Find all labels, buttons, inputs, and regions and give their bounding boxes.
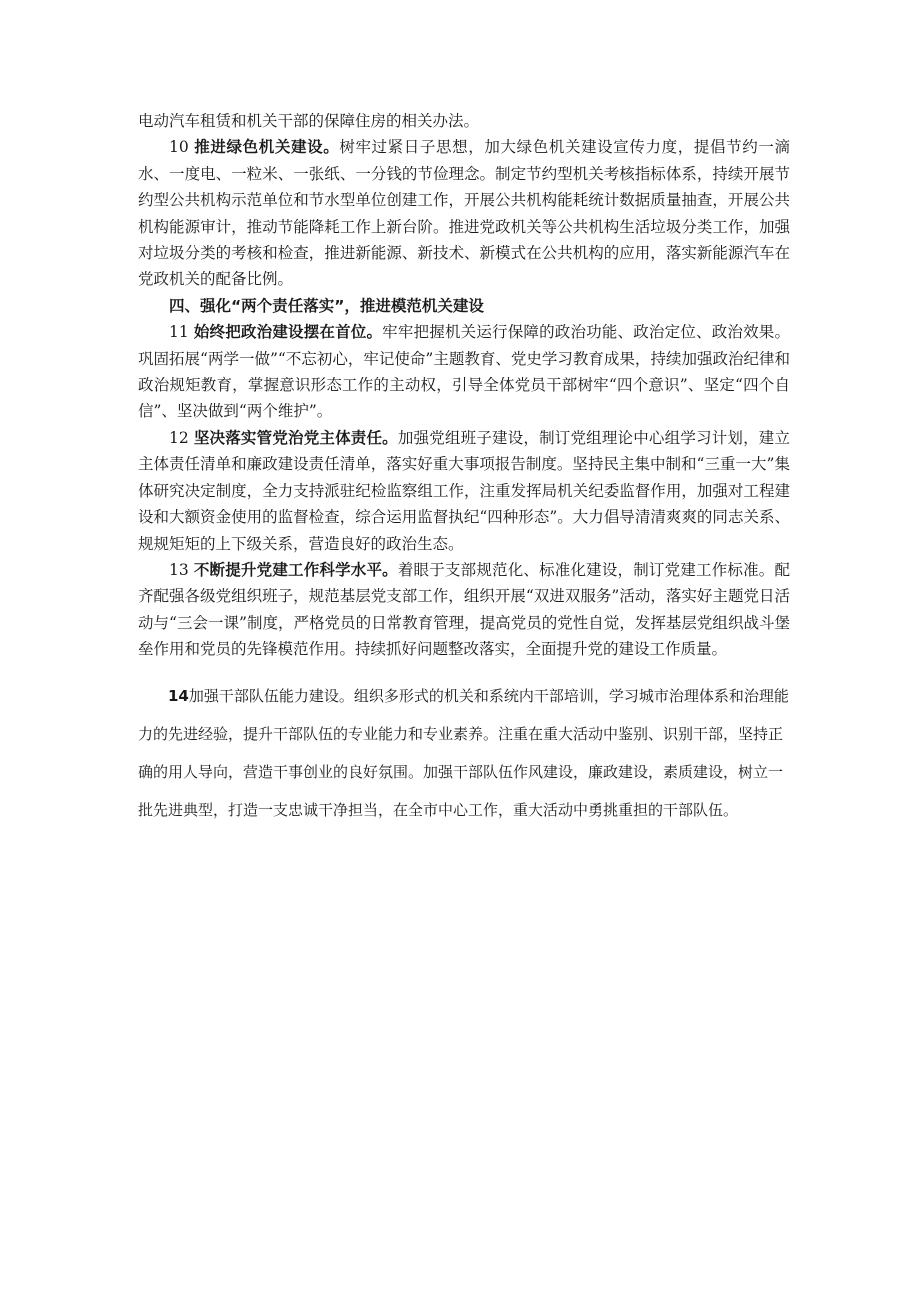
paragraph-10 [138,134,790,292]
paragraph-14 [138,677,790,829]
paragraph-14-body: 加强干部队伍能力建设。组织多形式的机关和系统内干部培训，学习城市治理体系和治理能力的先进经验，提升干部队伍的专业能力和专业素养。注重在重大活动中鉴别、识别干部，坚持正确的用人导向，营造干事创业的良好氛围。加强干部队伍作风建设，廉政建设，素质建设，树立一批先进典型，打造一支忠诚干净担当，在全市中心工作，重大活动中勇挑重担的干部队伍。 [138,686,789,819]
paragraph-12-title: 坚决落实管党治党主体责任。 [193,428,398,447]
paragraph-12-body: 加强党组班子建设，制订党组理论中心组学习计划，建立主体责任清单和廉政建设责任清单，落实好重大事项报告制度。坚持民主集中制和“三重一大”集体研究决定制度，全力支持派驻纪检监察组工作，注重发挥局机关纪委监督作用，加强对工程建设和大额资金使用的监督检查，综合运用监督执纪“四种形态”。大力倡导清清爽爽的同志关系、规规矩矩的上下级关系，营造良好的政治生态。 [138,428,790,553]
paragraph-11-number: 11 [169,323,189,342]
paragraph-11 [138,319,790,425]
paragraph-10-body: 树牢过紧日子思想，加大绿色机关建设宣传力度，提倡节约一滴水、一度电、一粒米、一张纸、一分钱的节俭理念。制定节约型机关考核指标体系，持续开展节约型公共机构示范单位和节水型单位创建工作，开展公共机构能耗统计数据质量抽查，开展公共机构能源审计，推动节能降耗工作上新台阶。推进党政机关等公共机构生活垃圾分类工作，加强对垃圾分类的考核和检查，推进新能源、新技术、新模式在公共机构的应用，落实新能源汽车在党政机关的配备比例。 [138,138,790,289]
paragraph-13-body: 着眼于支部规范化、标准化建设，制订党建工作标准。配齐配强各级党组织班子，规范基层党支部工作，组织开展“双进双服务”活动，落实好主题党日活动与“三会一课”制度，严格党员的日常教育管理，提高党员的党性自觉，发挥基层党组织战斗堡垒作用和党员的先锋模范作用。持续抓好问题整改落实，全面提升党的建设工作质量。 [138,560,790,659]
paragraph-10-title: 推进绿色机关建设。 [194,138,340,157]
paragraph-13-title: 不断提升党建工作科学水平。 [193,560,398,579]
paragraph-11-title: 始终把政治建设摆在首位。 [193,323,383,342]
document-body [138,108,790,829]
paragraph-continuation: 电动汽车租赁和机关干部的保障住房的相关办法。 [138,112,480,130]
paragraph-13 [138,557,790,663]
paragraph-14-number: 14 [168,686,189,705]
paragraph-13-number: 13 [169,560,189,579]
paragraph-10-number: 10 [169,138,189,157]
paragraph-12-number: 12 [169,428,189,447]
paragraph-11-body: 牢牢把握机关运行保障的政治功能、政治定位、政治效果。巩固拓展“两学一做”“不忘初心，牢记使命”主题教育、党史学习教育成果，持续加强政治纪律和政治规矩教育，掌握意识形态工作的主动权，引导全体党员干部树牢“四个意识”、坚定“四个自信”、坚决做到“两个维护”。 [138,323,790,421]
section-heading-4: 四、强化“两个责任落实”，推进模范机关建设 [169,296,484,315]
paragraph-12 [138,425,790,557]
